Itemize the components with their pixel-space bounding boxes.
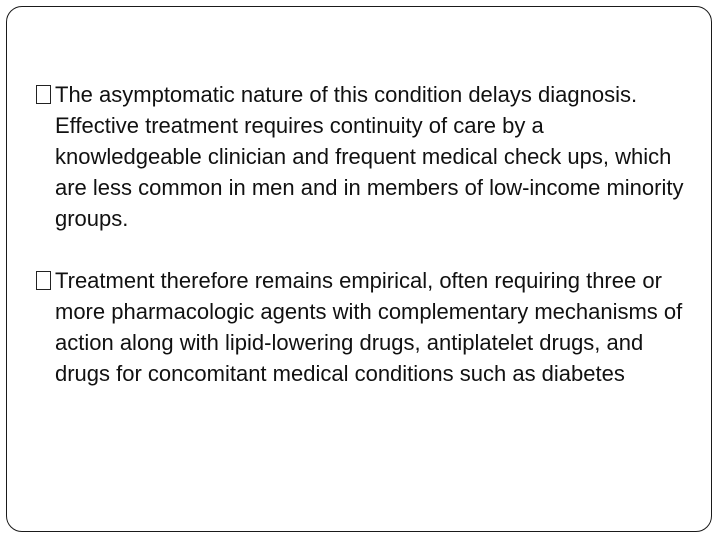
- bullet-item: [35, 79, 695, 234]
- bullet-box-icon: [36, 85, 51, 104]
- bullet-text: The asymptomatic nature of this condition delays diagnosis. Effective treatment requires continuity of care by a knowledgeable clinician and frequent medical check ups, which are less common in men and in members of low-income minority groups.: [55, 82, 684, 231]
- bullet-text: Treatment therefore remains empirical, often requiring three or more pharmacologic agents with complementary mechanisms of action along with lipid-lowering drugs, antiplatelet drugs, and drugs for concomitant medical conditions such as diabetes: [55, 268, 683, 386]
- bullet-item: [35, 265, 695, 389]
- bullet-box-icon: [36, 271, 51, 290]
- bullet-list: [35, 79, 695, 420]
- slide-frame: [6, 6, 712, 532]
